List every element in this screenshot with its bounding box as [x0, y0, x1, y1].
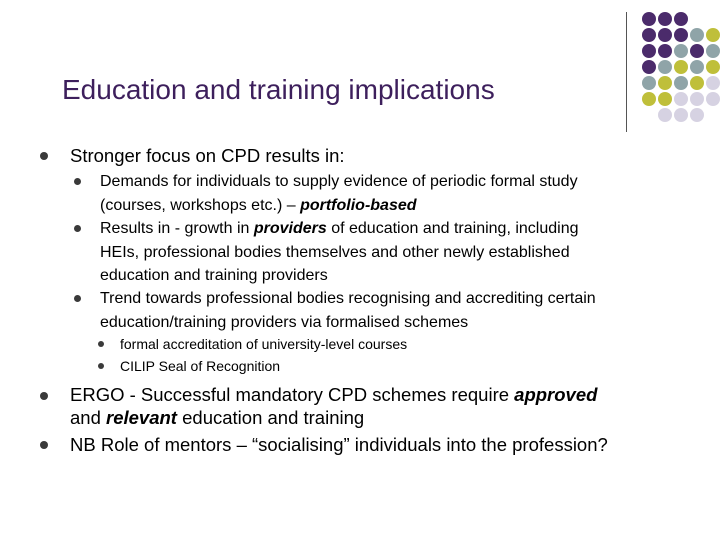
bullet-icon: [40, 441, 48, 449]
sub-bullet-icon: [74, 178, 81, 185]
decor-dot: [658, 28, 672, 42]
bullet-3: NB Role of mentors – “socialising” individuals into the profession?: [70, 434, 608, 455]
sub-bullet-2-line-1: [100, 217, 700, 241]
bullet-2-line-2-pre: and: [70, 407, 107, 428]
slide-title: Education and training implications: [62, 74, 495, 105]
decor-dot: [642, 76, 656, 90]
bullet-2-line-2: [70, 406, 710, 429]
sub-bullet-icon: [74, 295, 81, 302]
sub-bullet-3-line-2: education/training providers via formalised schemes: [100, 313, 469, 331]
bullet-icon: [40, 152, 48, 160]
bullet-2-line-1-pre: ERGO - Successful mandatory CPD schemes require: [70, 384, 515, 405]
sub-bullet-1-line-1: Demands for individuals to supply evidence of periodic formal study: [100, 173, 578, 190]
decor-dot: [706, 76, 720, 90]
sub-bullet-2-line-2: HEIs, professional bodies themselves and other newly established: [100, 243, 570, 261]
decor-dot: [706, 44, 720, 58]
decor-dot: [642, 44, 656, 58]
decor-dot: [690, 60, 704, 74]
sub-bullet-2-line-3: education and training providers: [100, 267, 328, 284]
bullet-icon: [40, 392, 48, 400]
sub-sub-bullet-icon: [98, 363, 104, 369]
decor-dot: [674, 92, 688, 106]
sub-bullet-1: [100, 170, 700, 217]
decor-dot: [674, 44, 688, 58]
decor-dot: [642, 12, 656, 26]
sub-bullet-1-line-2-pre: (courses, workshops etc.) –: [100, 196, 301, 214]
decor-dot: [658, 60, 672, 74]
bullet-1: [70, 144, 710, 167]
decor-dot: [706, 28, 720, 42]
sub-bullet-2-line-1-pre: Results in - growth in: [100, 220, 254, 237]
decor-dot: [658, 76, 672, 90]
sub-bullet-2-line-1-post: of education and training, including: [326, 220, 579, 237]
decor-dot: [674, 108, 688, 122]
decor-dot: [690, 92, 704, 106]
sub-bullet-1-line-2: [100, 194, 700, 218]
sub-sub-bullet-icon: [98, 341, 104, 347]
decor-dot: [690, 44, 704, 58]
title-divider: [626, 12, 627, 132]
decor-dot: [658, 92, 672, 106]
decor-dot: [642, 60, 656, 74]
sub-bullet-icon: [74, 225, 81, 232]
bullet-2-emphasis-relevant: relevant: [106, 407, 177, 428]
sub-bullet-1-emphasis: portfolio-based: [300, 196, 417, 214]
decor-dot: [706, 92, 720, 106]
bullet-2-emphasis-approved: approved: [514, 384, 598, 405]
decor-dot: [674, 60, 688, 74]
bullet-2: [70, 383, 710, 429]
decor-dot: [706, 60, 720, 74]
decor-dot: [674, 76, 688, 90]
decor-dot: [642, 92, 656, 106]
sub-bullet-3: [100, 287, 700, 334]
bullet-2-line-1: [70, 383, 710, 406]
decor-dot: [690, 108, 704, 122]
decor-dot: [658, 44, 672, 58]
sub-bullet-3-line-1: Trend towards professional bodies recognising and accrediting certain: [100, 290, 596, 307]
decor-dot: [642, 28, 656, 42]
decor-dot: [674, 12, 688, 26]
bullet-1-text: Stronger focus on CPD results in:: [70, 145, 345, 166]
decorative-dot-grid: [638, 12, 720, 132]
decor-dot: [690, 76, 704, 90]
bullet-2-line-2-post: education and training: [176, 407, 365, 428]
decor-dot: [658, 12, 672, 26]
sub-bullet-2-emphasis: providers: [253, 220, 327, 237]
sub-sub-bullet-1: formal accreditation of university-level courses: [120, 336, 408, 352]
sub-sub-bullet-2: CILIP Seal of Recognition: [120, 358, 281, 374]
decor-dot: [658, 108, 672, 122]
decor-dot: [690, 28, 704, 42]
sub-bullet-2: [100, 217, 700, 288]
decor-dot: [674, 28, 688, 42]
